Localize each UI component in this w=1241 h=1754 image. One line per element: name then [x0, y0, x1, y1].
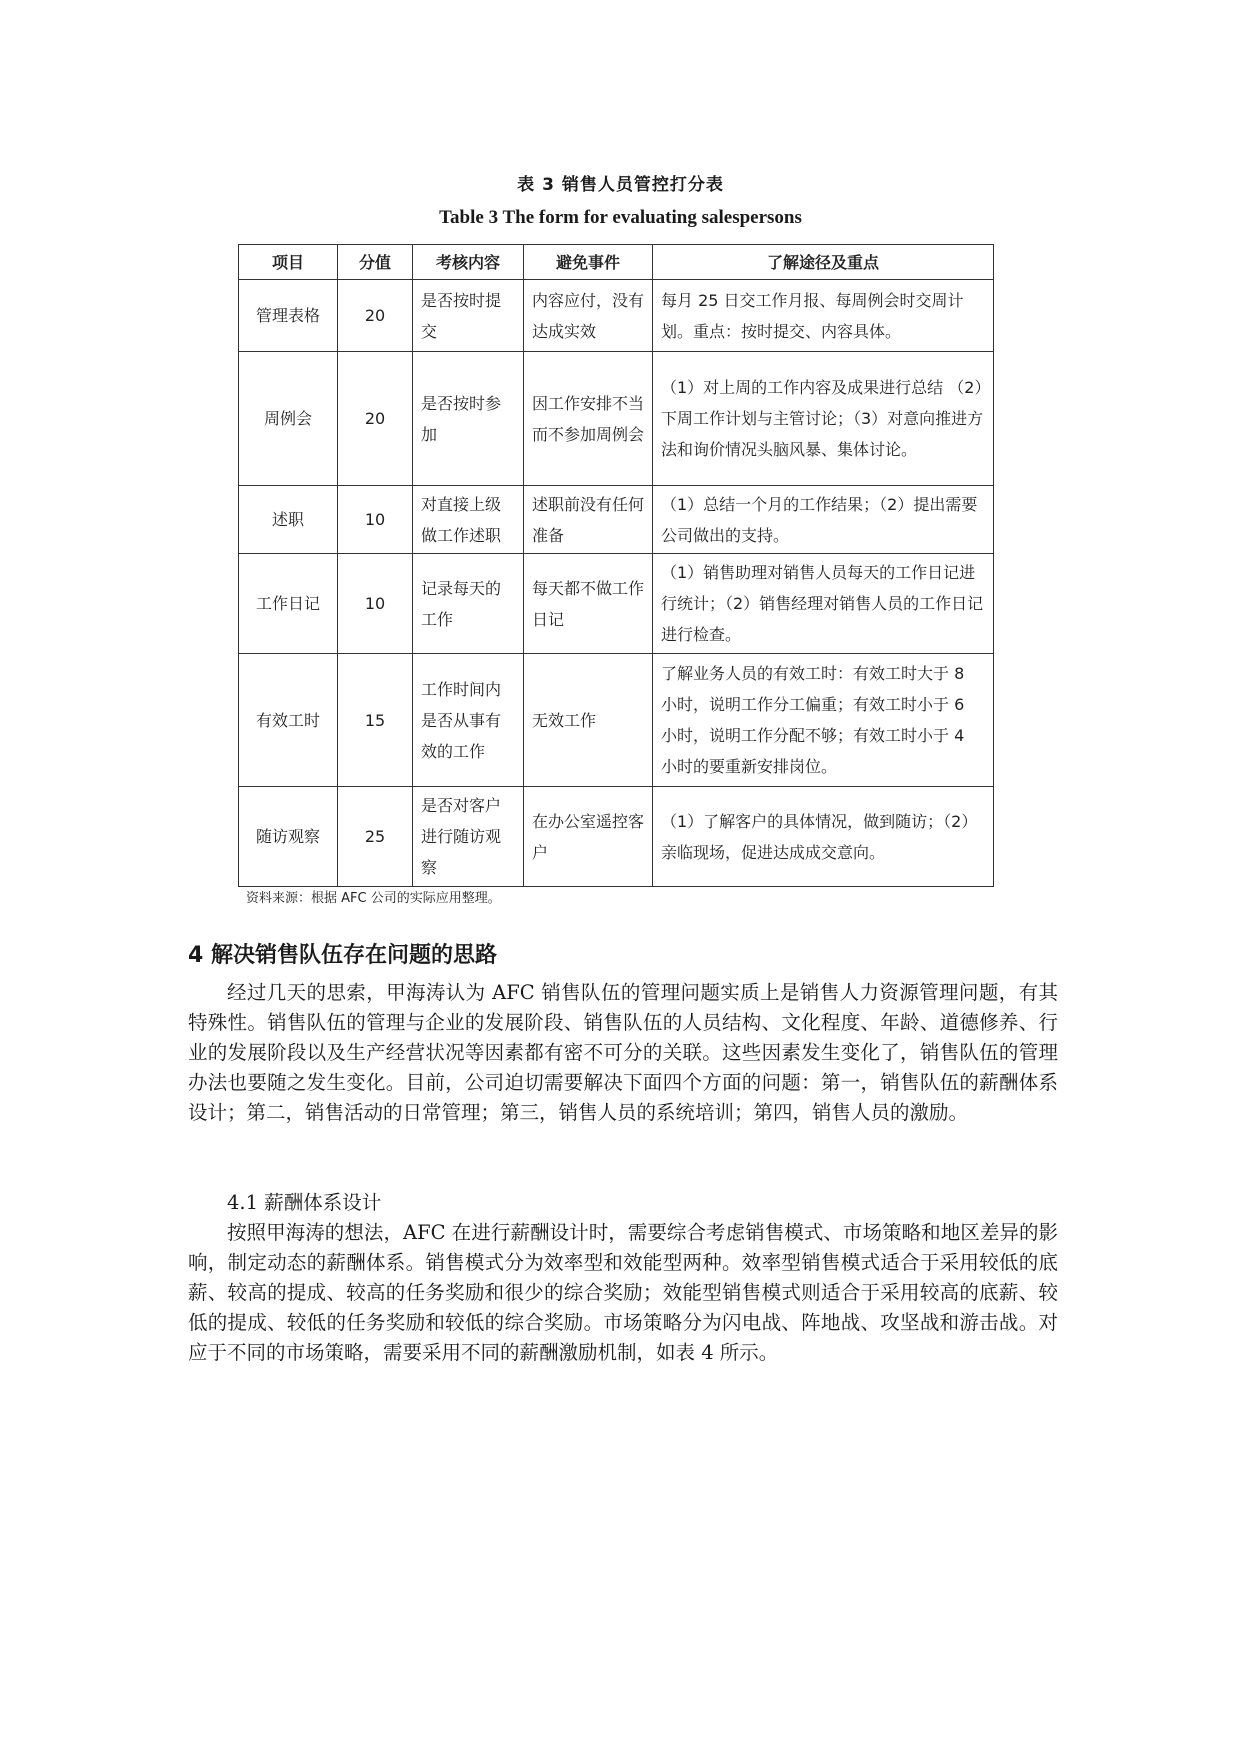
cell-score: 15 [338, 654, 413, 787]
cell-avoid: 述职前没有任何准备 [524, 486, 653, 554]
cell-content: 是否对客户进行随访观察 [413, 787, 524, 887]
header-score: 分值 [338, 245, 413, 280]
cell-score: 20 [338, 280, 413, 352]
cell-score: 20 [338, 352, 413, 486]
header-avoid: 避免事件 [524, 245, 653, 280]
cell-item: 述职 [239, 486, 338, 554]
table-caption-english: Table 3 The form for evaluating salespersons [439, 207, 802, 228]
cell-content: 是否按时提交 [413, 280, 524, 352]
cell-method: （1）总结一个月的工作结果；（2）提出需要公司做出的支持。 [653, 486, 994, 554]
cell-score: 10 [338, 554, 413, 654]
subsection-title: 4.1 薪酬体系设计 [227, 1191, 382, 1214]
cell-item: 周例会 [239, 352, 338, 486]
cell-method: （1）销售助理对销售人员每天的工作日记进行统计；（2）销售经理对销售人员的工作日记进行检查。 [653, 554, 994, 654]
cell-content: 是否按时参加 [413, 352, 524, 486]
salesperson-evaluation-table [238, 244, 994, 887]
cell-item: 随访观察 [239, 787, 338, 887]
table-row [239, 352, 994, 486]
cell-method: 每月 25 日交工作月报、每周例会时交周计划。重点：按时提交、内容具体。 [653, 280, 994, 352]
table-row [239, 654, 994, 787]
cell-item: 有效工时 [239, 654, 338, 787]
table-row [239, 280, 994, 352]
cell-content: 工作时间内是否从事有效的工作 [413, 654, 524, 787]
cell-score: 25 [338, 787, 413, 887]
cell-item: 管理表格 [239, 280, 338, 352]
cell-method: （1）了解客户的具体情况，做到随访；（2）亲临现场，促进达成成交意向。 [653, 787, 994, 887]
table-caption-chinese: 表 3 销售人员管控打分表 [517, 175, 724, 195]
cell-avoid: 无效工作 [524, 654, 653, 787]
header-item: 项目 [239, 245, 338, 280]
header-method: 了解途径及重点 [653, 245, 994, 280]
cell-content: 对直接上级做工作述职 [413, 486, 524, 554]
cell-item: 工作日记 [239, 554, 338, 654]
table-header-row [239, 245, 994, 280]
cell-content: 记录每天的工作 [413, 554, 524, 654]
cell-avoid: 内容应付，没有达成实效 [524, 280, 653, 352]
section-heading: 4 解决销售队伍存在问题的思路 [188, 943, 497, 968]
table-row [239, 787, 994, 887]
table-row [239, 554, 994, 654]
cell-avoid: 因工作安排不当而不参加周例会 [524, 352, 653, 486]
cell-score: 10 [338, 486, 413, 554]
cell-method: 了解业务人员的有效工时：有效工时大于 8 小时，说明工作分工偏重；有效工时小于 6 小时，说明工作分配不够；有效工时小于 4 小时的要重新安排岗位。 [653, 654, 994, 787]
cell-avoid: 在办公室遥控客户 [524, 787, 653, 887]
body-paragraph: 按照甲海涛的想法，AFC 在进行薪酬设计时，需要综合考虑销售模式、市场策略和地区差异的影响，制定动态的薪酬体系。销售模式分为效率型和效能型两种。效率型销售模式适合于采用较低的底薪、较高的提成、较高的任务奖励和很少的综合奖励；效能型销售模式则适合于采用较高的底薪、较低的提成、较低的任务奖励和较低的综合奖励。市场策略分为闪电战、阵地战、攻坚战和游击战。对应于不同的市场策略，需要采用不同的薪酬激励机制，如表 4 所示。 [188, 1221, 1058, 1364]
body-paragraph: 经过几天的思索，甲海涛认为 AFC 销售队伍的管理问题实质上是销售人力资源管理问题，有其特殊性。销售队伍的管理与企业的发展阶段、销售队伍的人员结构、文化程度、年龄、道德修养、行业的发展阶段以及生产经营状况等因素都有密不可分的关联。这些因素发生变化了，销售队伍的管理办法也要随之发生变化。目前，公司迫切需要解决下面四个方面的问题：第一，销售队伍的薪酬体系设计；第二，销售活动的日常管理；第三，销售人员的系统培训；第四，销售人员的激励。 [188, 981, 1058, 1124]
cell-avoid: 每天都不做工作日记 [524, 554, 653, 654]
table-source-note: 资料来源：根据 AFC 公司的实际应用整理。 [246, 891, 501, 906]
table-row [239, 486, 994, 554]
cell-method: （1）对上周的工作内容及成果进行总结 （2）下周工作计划与主管讨论；（3）对意向推进方法和询价情况头脑风暴、集体讨论。 [653, 352, 994, 486]
header-content: 考核内容 [413, 245, 524, 280]
